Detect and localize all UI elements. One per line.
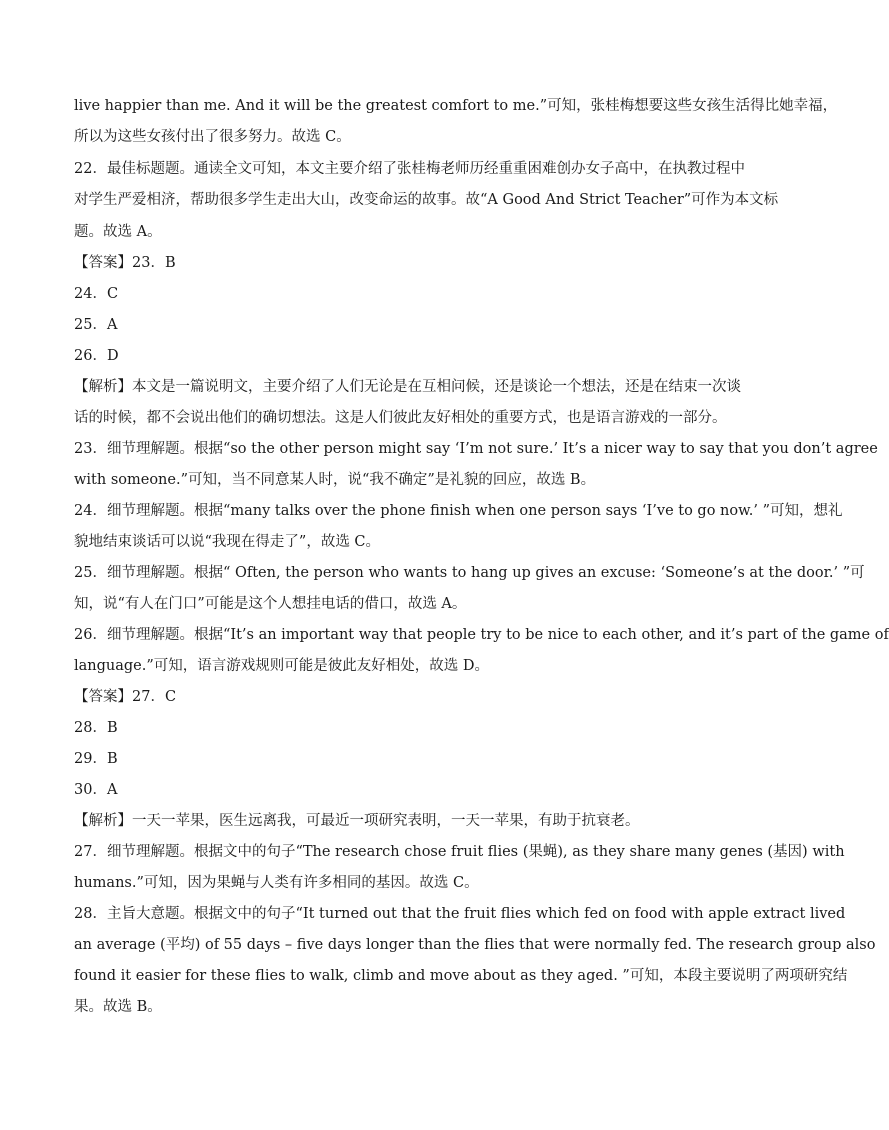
text-line: 题。故选 A。 xyxy=(74,224,162,240)
text-line: live happier than me. And it will be the greatest comfort to me.”可知，张桂梅想要这些女孩生活得比她幸福， xyxy=(74,98,838,114)
text-line: 知，说“有人在门口”可能是这个人想挂电话的借口，故选 A。 xyxy=(74,596,467,612)
text-line: 貌地结束谈话可以说“我现在得走了”，故选 C。 xyxy=(74,534,381,550)
answer-item: 24．C xyxy=(74,286,119,302)
text-line: 对学生严爱相济，帮助很多学生走出大山，改变命运的故事。故“A Good And Strict Teacher”可作为本文标 xyxy=(74,192,779,208)
answer-item: 29．B xyxy=(74,751,118,767)
text-line: 27．细节理解题。根据文中的句子“The research chose fruit flies (果蝇), as they share many genes (基因) with xyxy=(74,844,845,860)
analysis-label: 【解析】一天一苹果，医生远离我，可最近一项研究表明，一天一苹果，有助于抗衰老。 xyxy=(74,813,640,829)
text-line: an average (平均) of 55 days – five days longer than the flies that were normally fed. The research group also xyxy=(74,937,876,953)
answer-label: 【答案】23．B xyxy=(74,255,176,271)
answer-item: 28．B xyxy=(74,720,118,736)
answer-item: 30．A xyxy=(74,782,118,798)
text-line: 24．细节理解题。根据“many talks over the phone finish when one person says ‘I’ve to go now.’ ”可知，想礼 xyxy=(74,503,843,519)
text-line: 果。故选 B。 xyxy=(74,999,162,1015)
text-line: 28．主旨大意题。根据文中的句子“It turned out that the fruit flies which fed on food with apple extract lived xyxy=(74,906,846,922)
text-line: found it easier for these flies to walk, climb and move about as they aged. ”可知，本段主要说明了两项研究结 xyxy=(74,968,848,984)
answer-item: 26．D xyxy=(74,348,119,364)
text-line: 22．最佳标题题。通读全文可知，本文主要介绍了张桂梅老师历经重重困难创办女子高中，在执教过程中 xyxy=(74,161,745,177)
text-line: 23．细节理解题。根据“so the other person might say ‘I’m not sure.’ It’s a nicer way to say that you don’t agree xyxy=(74,441,878,457)
text-line: 话的时候，都不会说出他们的确切想法。这是人们彼此友好相处的重要方式，也是语言游戏的一部分。 xyxy=(74,410,727,426)
analysis-label: 【解析】本文是一篇说明文，主要介绍了人们无论是在互相问候，还是谈论一个想法，还是在结束一次谈 xyxy=(74,379,741,395)
text-line: with someone.”可知，当不同意某人时，说“我不确定”是礼貌的回应，故选 B。 xyxy=(74,472,596,488)
text-line: 26．细节理解题。根据“It’s an important way that people try to be nice to each other, and it’s part of the game of xyxy=(74,627,889,643)
text-line: humans.”可知，因为果蝇与人类有许多相同的基因。故选 C。 xyxy=(74,875,479,891)
answer-label: 【答案】27．C xyxy=(74,689,177,705)
text-line: language.”可知，语言游戏规则可能是彼此友好相处，故选 D。 xyxy=(74,658,490,674)
text-line: 所以为这些女孩付出了很多努力。故选 C。 xyxy=(74,129,351,145)
text-line: 25．细节理解题。根据“ Often, the person who wants to hang up gives an excuse: ‘Someone’s at the door.’ ”可 xyxy=(74,565,865,581)
answer-item: 25．A xyxy=(74,317,118,333)
